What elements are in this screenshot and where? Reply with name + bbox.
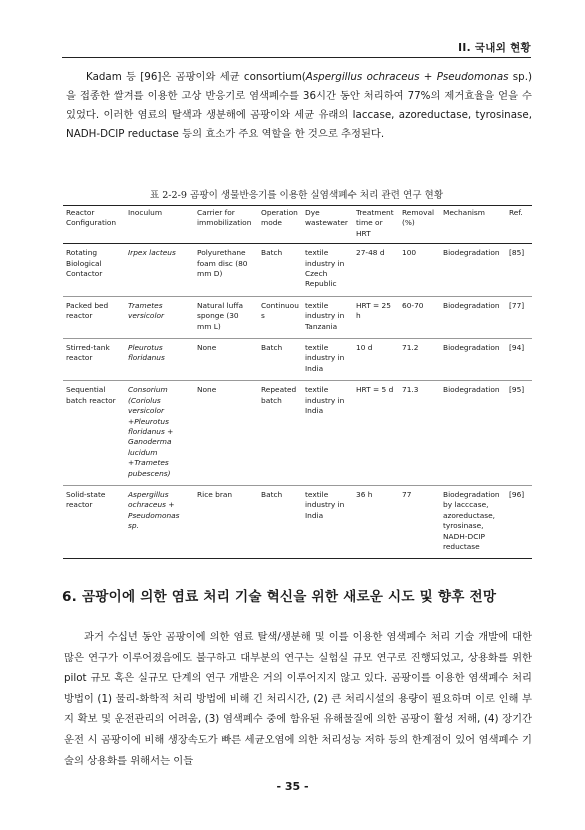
table-row — [63, 244, 532, 297]
cell-operation: Repeated batch — [258, 381, 302, 486]
cell-time: HRT = 25 h — [353, 296, 399, 338]
cell-removal: 71.3 — [399, 381, 440, 486]
cell-wastewater: textile industry in India — [302, 485, 353, 558]
cell-wastewater: textile industry in India — [302, 381, 353, 486]
cell-mechanism: Biodegradation — [440, 339, 506, 381]
cell-wastewater: textile industry in Tanzania — [302, 296, 353, 338]
cell-reactor: Sequential batch reactor — [63, 381, 125, 486]
cell-carrier: Natural luffa sponge (30 mm L) — [194, 296, 258, 338]
header-inoculum: Inoculum — [125, 206, 194, 244]
header-mechanism: Mechanism — [440, 206, 506, 244]
cell-operation: Batch — [258, 244, 302, 297]
header-dye-wastewater: Dye wastewater — [302, 206, 353, 244]
cell-reactor: Solid-state reactor — [63, 485, 125, 558]
table-row — [63, 296, 532, 338]
cell-wastewater: textile industry in India — [302, 339, 353, 381]
cell-removal: 60-70 — [399, 296, 440, 338]
running-header: II. 국내외 현황 — [458, 42, 531, 54]
cell-ref: [94] — [506, 339, 532, 381]
cell-operation: Continuous — [258, 296, 302, 338]
header-ref: Ref. — [506, 206, 532, 244]
table-row — [63, 381, 532, 486]
cell-inoculum: Pleurotus floridanus — [125, 339, 194, 381]
table-header-row — [63, 206, 532, 244]
cell-ref: [85] — [506, 244, 532, 297]
cell-ref: [96] — [506, 485, 532, 558]
header-operation-mode: Operation mode — [258, 206, 302, 244]
cell-wastewater: textile industry in Czech Republic — [302, 244, 353, 297]
table-row — [63, 339, 532, 381]
header-rule — [62, 57, 531, 58]
paragraph-section-intro: 과거 수십년 동안 곰팡이에 의한 염료 탈색/생분해 및 이를 이용한 염색폐수 처리 기술 개발에 대한 많은 연구가 이루어졌음에도 불구하고 대부분의 연구는 실험실 규모 연구로 진행되었고, 상용화를 위한 pilot 규모 혹은 실규모 단계의 연구 개발은 거의 이루어지지 않고 있다. 곰팡이를 이용한 염색폐수 처리 방법이 (1) 물리-화학적 처리 방법에 비해 긴 처리시간, (2) 큰 처리시설의 용량이 필요하며 이로 인해 부지 확보 및 운전관리의 어려움, (3) 염색폐수 중에 함유된 유해물질에 의한 곰팡이 활성 저해, (4) 장기간 운전 시 곰팡이에 비해 생장속도가 빠른 세균오염에 의한 처리성능 저하 등의 한계점이 있어 염색폐수 기술의 상용화를 위해서는 이들 — [64, 631, 532, 767]
cell-mechanism: Biodegradation — [440, 296, 506, 338]
cell-inoculum: Aspergillus ochraceus + Pseudomonas sp. — [125, 485, 194, 558]
header-removal: Removal (%) — [399, 206, 440, 244]
header-carrier: Carrier for immobilization — [194, 206, 258, 244]
cell-carrier: Polyurethane foam disc (80 mm D) — [194, 244, 258, 297]
table-row — [63, 485, 532, 558]
cell-ref: [95] — [506, 381, 532, 486]
cell-carrier: None — [194, 339, 258, 381]
cell-operation: Batch — [258, 485, 302, 558]
header-treatment-time: Treatment time or HRT — [353, 206, 399, 244]
cell-mechanism: Biodegradation — [440, 244, 506, 297]
cell-carrier: Rice bran — [194, 485, 258, 558]
cell-inoculum: Irpex lacteus — [125, 244, 194, 297]
cell-operation: Batch — [258, 339, 302, 381]
paragraph-kadam-study — [66, 68, 532, 144]
cell-time: HRT = 5 d — [353, 381, 399, 486]
paragraph1-text-start: Kadam 등 [96]은 곰팡이와 세균 consortium( — [86, 71, 306, 83]
table-caption: 표 2-2-9 곰팡이 생물반응기를 이용한 실염색폐수 처리 관련 연구 현황 — [149, 190, 444, 201]
cell-reactor: Rotating Biological Contactor — [63, 244, 125, 297]
cell-reactor: Packed bed reactor — [63, 296, 125, 338]
cell-time: 27-48 d — [353, 244, 399, 297]
cell-reactor: Stirred-tank reactor — [63, 339, 125, 381]
paragraph1-species-italic: Aspergillus ochraceus + Pseudomonas — [305, 71, 509, 83]
cell-mechanism: Biodegradation — [440, 381, 506, 486]
cell-removal: 100 — [399, 244, 440, 297]
cell-mechanism: Biodegradation by lacccase, azoreductase, tyrosinase, NADH-DCIP reductase — [440, 485, 506, 558]
bioreactor-research-table — [63, 205, 532, 559]
cell-inoculum: Trametes versicolor — [125, 296, 194, 338]
paragraph1-text-end: sp.)을 접종한 쌀겨를 이용한 고상 반응기로 염색폐수를 36시간 동안 처리하여 77%의 제거효율을 얻을 수 있었다. 이러한 염료의 탈색과 생분해에 곰팡이와 세균 유래의 laccase, azoreductase, tyrosinase, NADH-DCIP reductase 등의 효소가 주요 역할을 한 것으로 추정된다. — [66, 71, 532, 140]
cell-removal: 77 — [399, 485, 440, 558]
cell-carrier: None — [194, 381, 258, 486]
cell-inoculum: Consorium (Coriolus versicolor +Pleurotus floridanus + Ganoderma lucidum +Trametes pubescens) — [125, 381, 194, 486]
cell-time: 10 d — [353, 339, 399, 381]
cell-ref: [77] — [506, 296, 532, 338]
header-reactor-configuration: Reactor Configuration — [63, 206, 125, 244]
cell-time: 36 h — [353, 485, 399, 558]
page-number: - 35 - — [276, 780, 309, 793]
section-heading: 6. 곰팡이에 의한 염료 처리 기술 혁신을 위한 새로운 시도 및 향후 전망 — [62, 589, 497, 605]
cell-removal: 71.2 — [399, 339, 440, 381]
